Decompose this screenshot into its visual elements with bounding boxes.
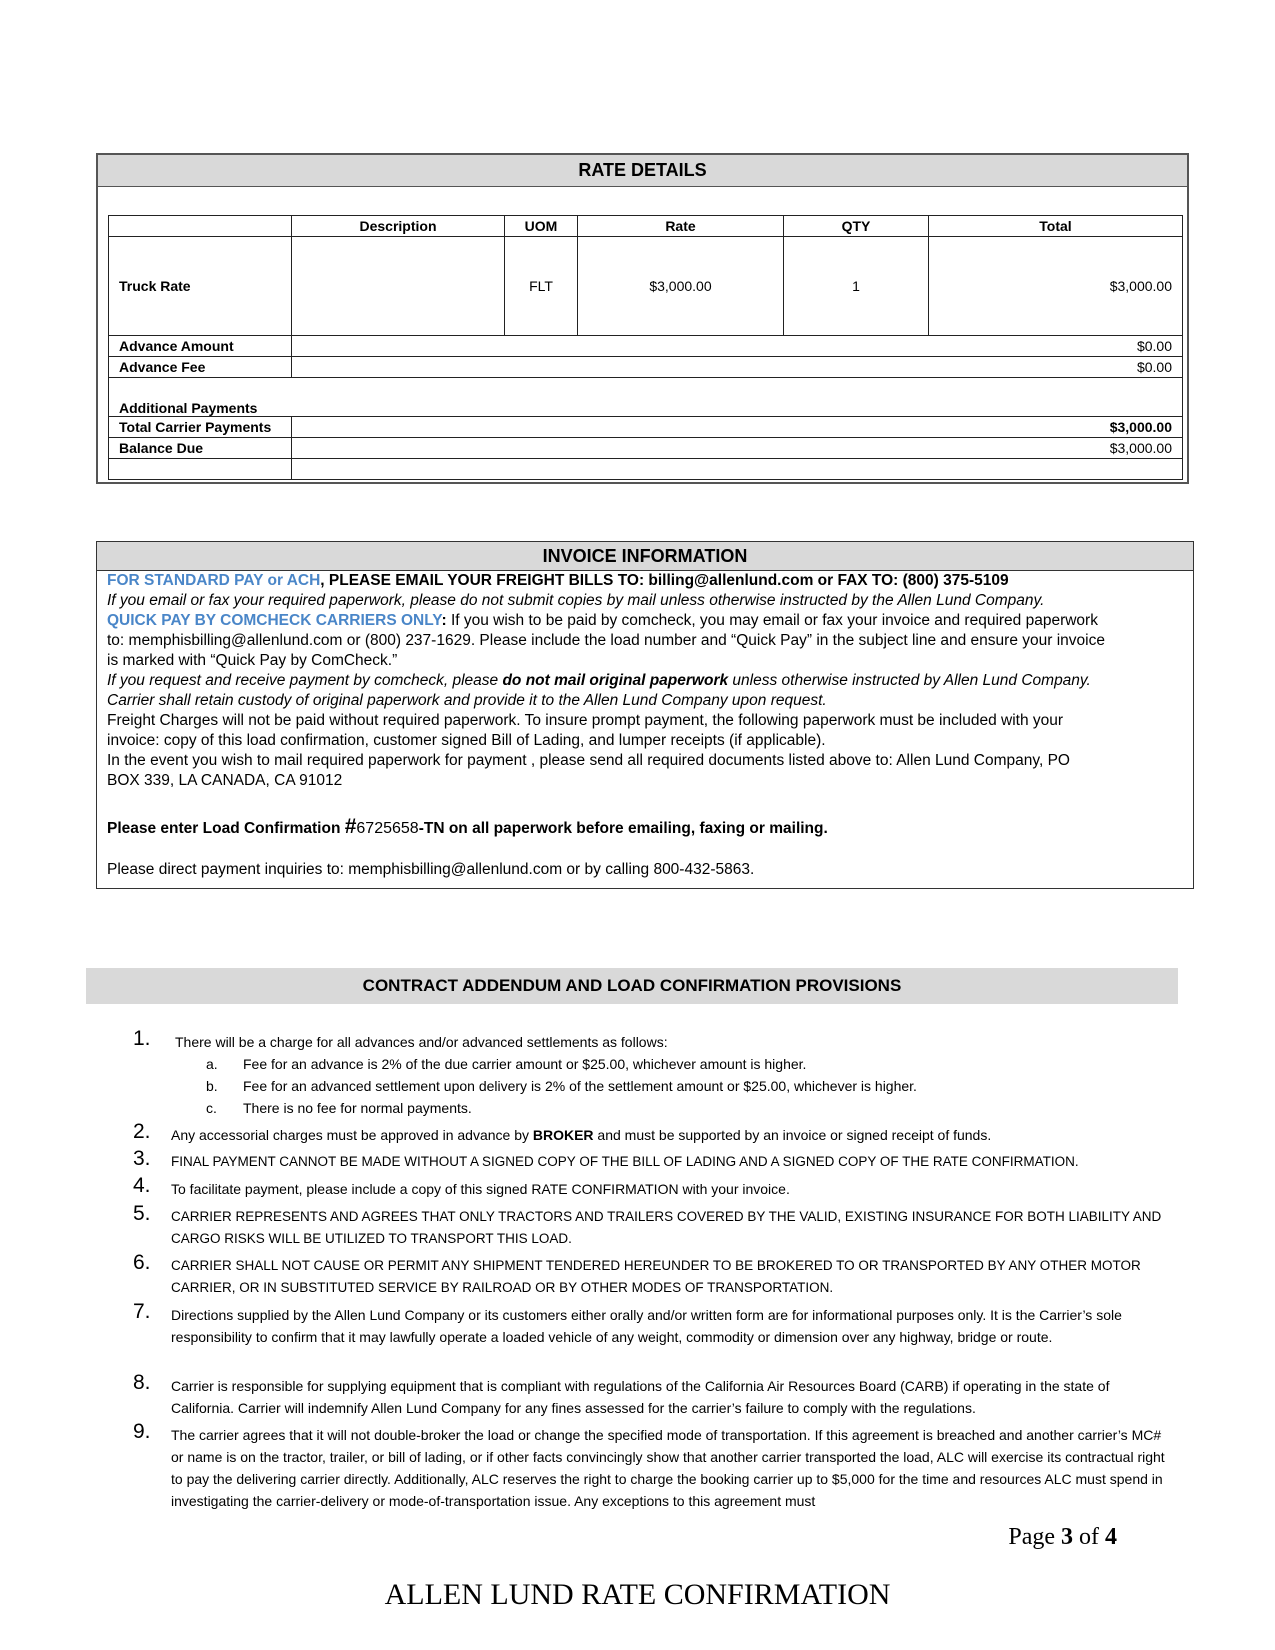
- total-carrier-payments-value: $3,000.00: [292, 417, 1183, 438]
- invoice-line-8: Freight Charges will not be paid without required paperwork. To insure prompt payment, the following paperwork must be included with your: [107, 712, 1064, 729]
- provision-7-text: Directions supplied by the Allen Lund Company or its customers either orally and/or written form are for informational purposes only. It is the Carrier’s sole responsibility to confirm that it may lawfully operate a loaded vehicle of any weight, commodity or dimension over any highway, bridge or route.: [171, 1307, 1122, 1345]
- provision-6-text: CARRIER SHALL NOT CAUSE OR PERMIT ANY SHIPMENT TENDERED HEREUNDER TO BE BROKERED TO OR TRANSPORTED BY ANY OTHER MOTOR CARRIER, OR IN SUBSTITUTED SERVICE BY RAILROAD OR BY OTHER MODES OF TRANSPORTATION.: [171, 1258, 1141, 1295]
- invoice-line-2: If you email or fax your required paperwork, please do not submit copies by mail unless otherwise instructed by the Allen Lund Company.: [107, 592, 1045, 609]
- advance-amount-label: Advance Amount: [109, 336, 292, 357]
- standard-pay-label: FOR STANDARD PAY or ACH: [107, 572, 321, 589]
- col-total: Total: [929, 216, 1183, 237]
- invoice-line-10: In the event you wish to mail required paperwork for payment , please send all required documents listed above to: Allen Lund Company, PO: [107, 752, 1070, 769]
- provision-9-text: The carrier agrees that it will not double-broker the load or change the specified mode of transportation. If this agreement is breached and another carrier’s MC# or name is on the tractor, trailer, or bill of lading, or if other facts convincingly show that another carrier transported the load, ALC will exercise its contractual right to pay the delivering carrier directly. Additionally, ALC reserves the right to charge the booking carrier up to $5,000 for the time and resources ALC must spend in investigating the carrier-delivery or mode-of-transportation issue. Any exceptions to this agreement must: [171, 1427, 1165, 1509]
- truck-rate-total: $3,000.00: [929, 237, 1183, 336]
- standard-pay-line: [107, 571, 1187, 591]
- advance-amount-value: $0.00: [292, 336, 1183, 357]
- load-confirmation-prefix: Please enter Load Confirmation: [107, 820, 345, 837]
- truck-rate-row: [109, 237, 1183, 336]
- provision-2-text: [171, 1124, 1171, 1146]
- invoice-line-4: to: memphisbilling@allenlund.com or (800) 237-1629. Please include the load number and “Quick Pay” in the subject line and ensure your invoice: [107, 632, 1105, 649]
- provision-1c-letter: c.: [206, 1100, 217, 1116]
- load-confirmation-suffix: -TN on all paperwork before emailing, faxing or mailing.: [418, 820, 828, 837]
- provision-9-number: 9.: [133, 1420, 151, 1443]
- provision-3-number: 3.: [133, 1147, 151, 1170]
- balance-due-label: Balance Due: [109, 438, 292, 459]
- addendum-title: CONTRACT ADDENDUM AND LOAD CONFIRMATION PROVISIONS: [86, 968, 1178, 1004]
- page-number: [1008, 1524, 1117, 1551]
- advance-fee-value: $0.00: [292, 357, 1183, 378]
- col-uom: UOM: [505, 216, 578, 237]
- additional-payments-label: Additional Payments: [109, 378, 1183, 417]
- invoice-line-11: BOX 339, LA CANADA, CA 91012: [107, 772, 343, 789]
- document-title: ALLEN LUND RATE CONFIRMATION: [384, 1578, 891, 1611]
- page-of: of: [1073, 1524, 1105, 1550]
- truck-rate-description: [292, 237, 505, 336]
- load-confirmation-number: 6725658: [356, 820, 419, 837]
- quick-pay-colon: :: [441, 612, 447, 629]
- payment-inquiries-line: Please direct payment inquiries to: memphisbilling@allenlund.com or by calling 800-432-5863.: [107, 861, 755, 878]
- invoice-line-6-a: If you request and receive payment by comcheck, please: [107, 672, 503, 689]
- quick-pay-text: If you wish to be paid by comcheck, you may email or fax your invoice and required paperwork: [446, 612, 1098, 629]
- provision-8-number: 8.: [133, 1371, 151, 1394]
- empty-row: [109, 459, 1183, 480]
- provision-1c-text: There is no fee for normal payments.: [243, 1100, 472, 1116]
- quick-pay-line: [107, 611, 1187, 631]
- truck-rate-uom: FLT: [505, 237, 578, 336]
- rate-table: [108, 215, 1183, 480]
- total-carrier-payments-row: [109, 417, 1183, 438]
- do-not-mail-emphasis: do not mail original paperwork: [502, 672, 729, 689]
- provision-1b-letter: b.: [206, 1078, 218, 1094]
- advance-amount-row: [109, 336, 1183, 357]
- load-confirmation-line: [107, 817, 1187, 839]
- invoice-line-5: is marked with “Quick Pay by ComCheck.”: [107, 652, 398, 669]
- advance-fee-row: [109, 357, 1183, 378]
- invoice-line-6: [107, 671, 1187, 691]
- rate-details-title: RATE DETAILS: [98, 155, 1187, 187]
- invoice-information-section: [96, 541, 1194, 889]
- invoice-line-9: invoice: copy of this load confirmation, customer signed Bill of Lading, and lumper receipts (if applicable).: [107, 732, 826, 749]
- page-current: 3: [1061, 1524, 1073, 1550]
- provision-3-text: FINAL PAYMENT CANNOT BE MADE WITHOUT A SIGNED COPY OF THE BILL OF LADING AND A SIGNED COPY OF THE RATE CONFIRMATION.: [171, 1154, 1079, 1169]
- provision-1a-letter: a.: [206, 1056, 218, 1072]
- col-qty: QTY: [784, 216, 929, 237]
- provision-5-text: CARRIER REPRESENTS AND AGREES THAT ONLY TRACTORS AND TRAILERS COVERED BY THE VALID, EXISTING INSURANCE FOR BOTH LIABILITY AND CARGO RISKS WILL BE UTILIZED TO TRANSPORT THIS LOAD.: [171, 1209, 1162, 1246]
- rate-table-header-row: [109, 216, 1183, 237]
- truck-rate-label: Truck Rate: [109, 237, 292, 336]
- provision-2-number: 2.: [133, 1120, 151, 1143]
- page-prefix: Page: [1008, 1524, 1061, 1550]
- provision-2-text-c: and must be supported by an invoice or signed receipt of funds.: [593, 1127, 992, 1143]
- rate-details-section: [96, 153, 1189, 484]
- advance-fee-label: Advance Fee: [109, 357, 292, 378]
- col-rate: Rate: [578, 216, 784, 237]
- provision-1-number: 1.: [133, 1027, 151, 1050]
- balance-due-value: $3,000.00: [292, 438, 1183, 459]
- invoice-line-6-c: unless otherwise instructed by Allen Lund Company.: [728, 672, 1091, 689]
- col-description: Description: [292, 216, 505, 237]
- truck-rate-qty: 1: [784, 237, 929, 336]
- provision-7-number: 7.: [133, 1300, 151, 1323]
- provision-1b-text: Fee for an advanced settlement upon delivery is 2% of the settlement amount or $25.00, whichever is higher.: [243, 1078, 917, 1094]
- page-total: 4: [1105, 1524, 1117, 1550]
- provision-4-number: 4.: [133, 1174, 151, 1197]
- provision-6-number: 6.: [133, 1251, 151, 1274]
- provision-2-text-a: Any accessorial charges must be approved in advance by: [171, 1127, 533, 1143]
- quick-pay-label: QUICK PAY BY COMCHECK CARRIERS ONLY: [107, 612, 442, 629]
- provision-1-text: There will be a charge for all advances and/or advanced settlements as follows:: [175, 1034, 668, 1050]
- provision-4-text: To facilitate payment, please include a copy of this signed RATE CONFIRMATION with your invoice.: [171, 1181, 790, 1197]
- additional-payments-row: [109, 378, 1183, 417]
- provision-1a-text: Fee for an advance is 2% of the due carrier amount or $25.00, whichever amount is higher.: [243, 1056, 807, 1072]
- load-confirmation-hash: #: [344, 815, 357, 838]
- broker-emphasis: BROKER: [532, 1127, 594, 1143]
- truck-rate-rate: $3,000.00: [578, 237, 784, 336]
- invoice-line-7: Carrier shall retain custody of original paperwork and provide it to the Allen Lund Company upon request.: [107, 692, 827, 709]
- balance-due-row: [109, 438, 1183, 459]
- provision-5-number: 5.: [133, 1202, 151, 1225]
- invoice-information-title: INVOICE INFORMATION: [97, 542, 1193, 571]
- standard-pay-text: , PLEASE EMAIL YOUR FREIGHT BILLS TO: billing@allenlund.com or FAX TO: (800) 375-5109: [320, 572, 1009, 589]
- total-carrier-payments-label: Total Carrier Payments: [109, 417, 292, 438]
- provision-8-text: Carrier is responsible for supplying equipment that is compliant with regulations of the California Air Resources Board (CARB) if operating in the state of California. Carrier will indemnify Allen Lund Company for any fines assessed for the carrier’s failure to comply with the regulations.: [171, 1378, 1110, 1416]
